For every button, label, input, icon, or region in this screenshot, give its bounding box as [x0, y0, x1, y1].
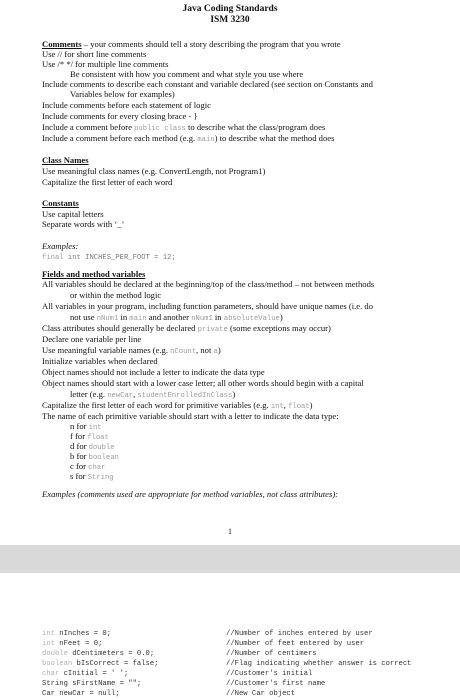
code-decl-row: int nFeet = 0;	[42, 640, 103, 648]
comments-line-intro: Comments – your comments should tell a story describing the program that you wrote	[42, 39, 341, 49]
examples-caption: Examples (comments used are appropriate for method variables, not class attributes):	[42, 489, 339, 499]
prefix-item-string: s for String	[70, 471, 114, 482]
fields-line-8b: letter (e.g. newCar, studentEnrolledInClass)	[70, 389, 236, 400]
comments-heading: Comments	[42, 39, 82, 49]
constants-examples-label: Examples:	[42, 241, 79, 251]
page-number: 1	[228, 527, 232, 536]
code-comment: //New Car object	[226, 690, 296, 698]
class-names-line-1: Use meaningful class names (e.g. ConvertLength, not Program1)	[42, 166, 266, 176]
document-page-2	[0, 573, 460, 700]
fields-line-2b: not use nNum1 in main and another nNum1 in absoluteValue)	[70, 312, 283, 323]
constants-line-2: Separate words with ‘_’	[42, 219, 125, 229]
class-names-heading: Class Names	[42, 155, 89, 165]
comments-line-4b: Variables below for examples)	[70, 89, 175, 99]
fields-line-10: The name of each primitive variable should start with a letter to indicate the data type:	[42, 411, 339, 421]
page-separator	[0, 545, 460, 573]
prefix-item-char: c for char	[70, 461, 106, 472]
code-comment: //Customer's first name	[226, 680, 326, 688]
fields-line-1: All variables should be declared at the beginning/top of the class/method – not between methods	[42, 279, 375, 289]
fields-line-6: Initialize variables when declared	[42, 356, 158, 366]
fields-line-3: Class attributes should generally be declared private (some exceptions may occur)	[42, 323, 331, 334]
fields-line-8: Object names should start with a lower case letter; all other words should begin with a capital	[42, 378, 364, 388]
comments-line-2: Use /* */ for multiple line comments	[42, 59, 169, 69]
fields-line-7: Object names should not include a letter to indicate the data type	[42, 367, 265, 377]
fields-line-1b: or within the method logic	[70, 290, 162, 300]
prefix-item-float: f for float	[70, 431, 109, 442]
code-decl-row: Car newCar = null;	[42, 690, 120, 698]
code-decl-row: char cInitial = ' ';	[42, 670, 129, 678]
comments-line-1: Use // for short line comments	[42, 49, 147, 59]
comments-line-5: Include comments before each statement of logic	[42, 100, 211, 110]
document-title: Java Coding Standards	[182, 4, 278, 14]
document-subtitle: ISM 3230	[210, 15, 250, 25]
fields-line-4: Declare one variable per line	[42, 334, 142, 344]
fields-line-9: Capitalize the first letter of each word for primitive variables (e.g. int, float)	[42, 400, 313, 411]
code-decl-row: boolean bIsCorrect = false;	[42, 660, 159, 668]
comments-line-3: Be consistent with how you comment and what style you use where	[70, 69, 304, 79]
fields-line-5: Use meaningful variable names (e.g. nCount, not a)	[42, 345, 221, 356]
prefix-item-int: n for int	[70, 421, 102, 432]
code-comment: //Number of feet entered by user	[226, 640, 365, 648]
comments-line-8: Include a comment before each method (e.g. main) to describe what the method does	[42, 133, 335, 144]
code-comment: //Number of inches entered by user	[226, 630, 373, 638]
prefix-item-boolean: b for boolean	[70, 451, 119, 462]
constants-line-1: Use capital letters	[42, 209, 104, 219]
fields-heading: Fields and method variables	[42, 269, 146, 279]
fields-line-2: All variables in your program, including function parameters, should have unique names (i.e. do	[42, 301, 374, 311]
comments-line-6: Include comments for every closing brace - }	[42, 111, 198, 121]
constants-example-code: final int INCHES_PER_FOOT = 12;	[42, 254, 176, 262]
comments-line-4: Include comments to describe each constant and variable declared (see section on Constants and	[42, 79, 373, 89]
code-decl-row: double dCentimeters = 0.0;	[42, 650, 155, 658]
code-decl-row: String sFirstName = "";	[42, 680, 142, 688]
constants-heading: Constants	[42, 198, 79, 208]
code-comment: //Number of centimers	[226, 650, 317, 658]
comments-line-7: Include a comment before public class to describe what the class/program does	[42, 122, 326, 133]
code-comment: //Customer's initial	[226, 670, 313, 678]
class-names-line-2: Capitalize the first letter of each word	[42, 177, 173, 187]
code-comment: //Flag indicating whether answer is correct	[226, 660, 412, 668]
prefix-item-double: d for double	[70, 441, 115, 452]
code-decl-row: int nInches = 0;	[42, 630, 112, 638]
